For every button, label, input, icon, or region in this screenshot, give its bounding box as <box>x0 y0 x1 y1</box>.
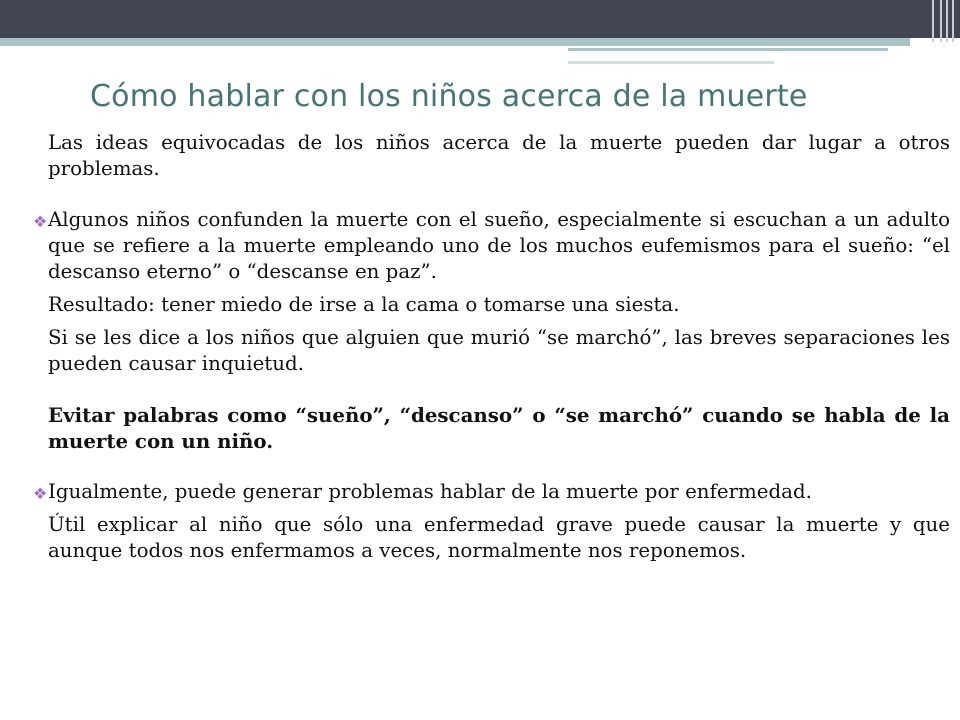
corner-line <box>940 0 942 42</box>
accent-strip <box>0 38 910 46</box>
intro-text: Las ideas equivocadas de los niños acerca de la muerte pueden dar lugar a otros problemas. <box>48 131 950 180</box>
advice-text: Evitar palabras como “sueño”, “descanso” o “se marchó” cuando se habla de la muerte con un niño. <box>48 403 950 453</box>
result-text: Resultado: tener miedo de irse a la cama o tomarse una siesta. <box>48 293 680 316</box>
corner-line <box>932 0 934 42</box>
bullet-text: Algunos niños confunden la muerte con el sueño, especialmente si escuchan a un adulto que se refiere a la muerte empleando uno de los muchos eufemismos para el sueño: “el descanso eterno” o “descanse en paz”. <box>48 208 950 283</box>
bullet-item <box>33 479 950 505</box>
slide-body <box>33 130 950 564</box>
accent-line-secondary <box>568 61 774 64</box>
diamond-bullet-icon: ❖ <box>33 212 48 231</box>
useful-text: Útil explicar al niño que sólo una enfermedad grave puede causar la muerte y que aunque todos nos enfermamos a veces, normalmente nos reponemos. <box>48 513 950 562</box>
corner-line <box>952 0 954 42</box>
bullet-text: Igualmente, puede generar problemas hablar de la muerte por enfermedad. <box>48 480 812 503</box>
top-bar <box>0 0 960 38</box>
separation-text: Si se les dice a los niños que alguien que murió “se marchó”, las breves separaciones les pueden causar inquietud. <box>48 326 950 375</box>
accent-line <box>568 48 888 51</box>
diamond-bullet-icon: ❖ <box>33 484 48 503</box>
bullet-item <box>33 207 950 285</box>
corner-line <box>946 0 948 42</box>
slide-title: Cómo hablar con los niños acerca de la muerte <box>90 79 808 114</box>
